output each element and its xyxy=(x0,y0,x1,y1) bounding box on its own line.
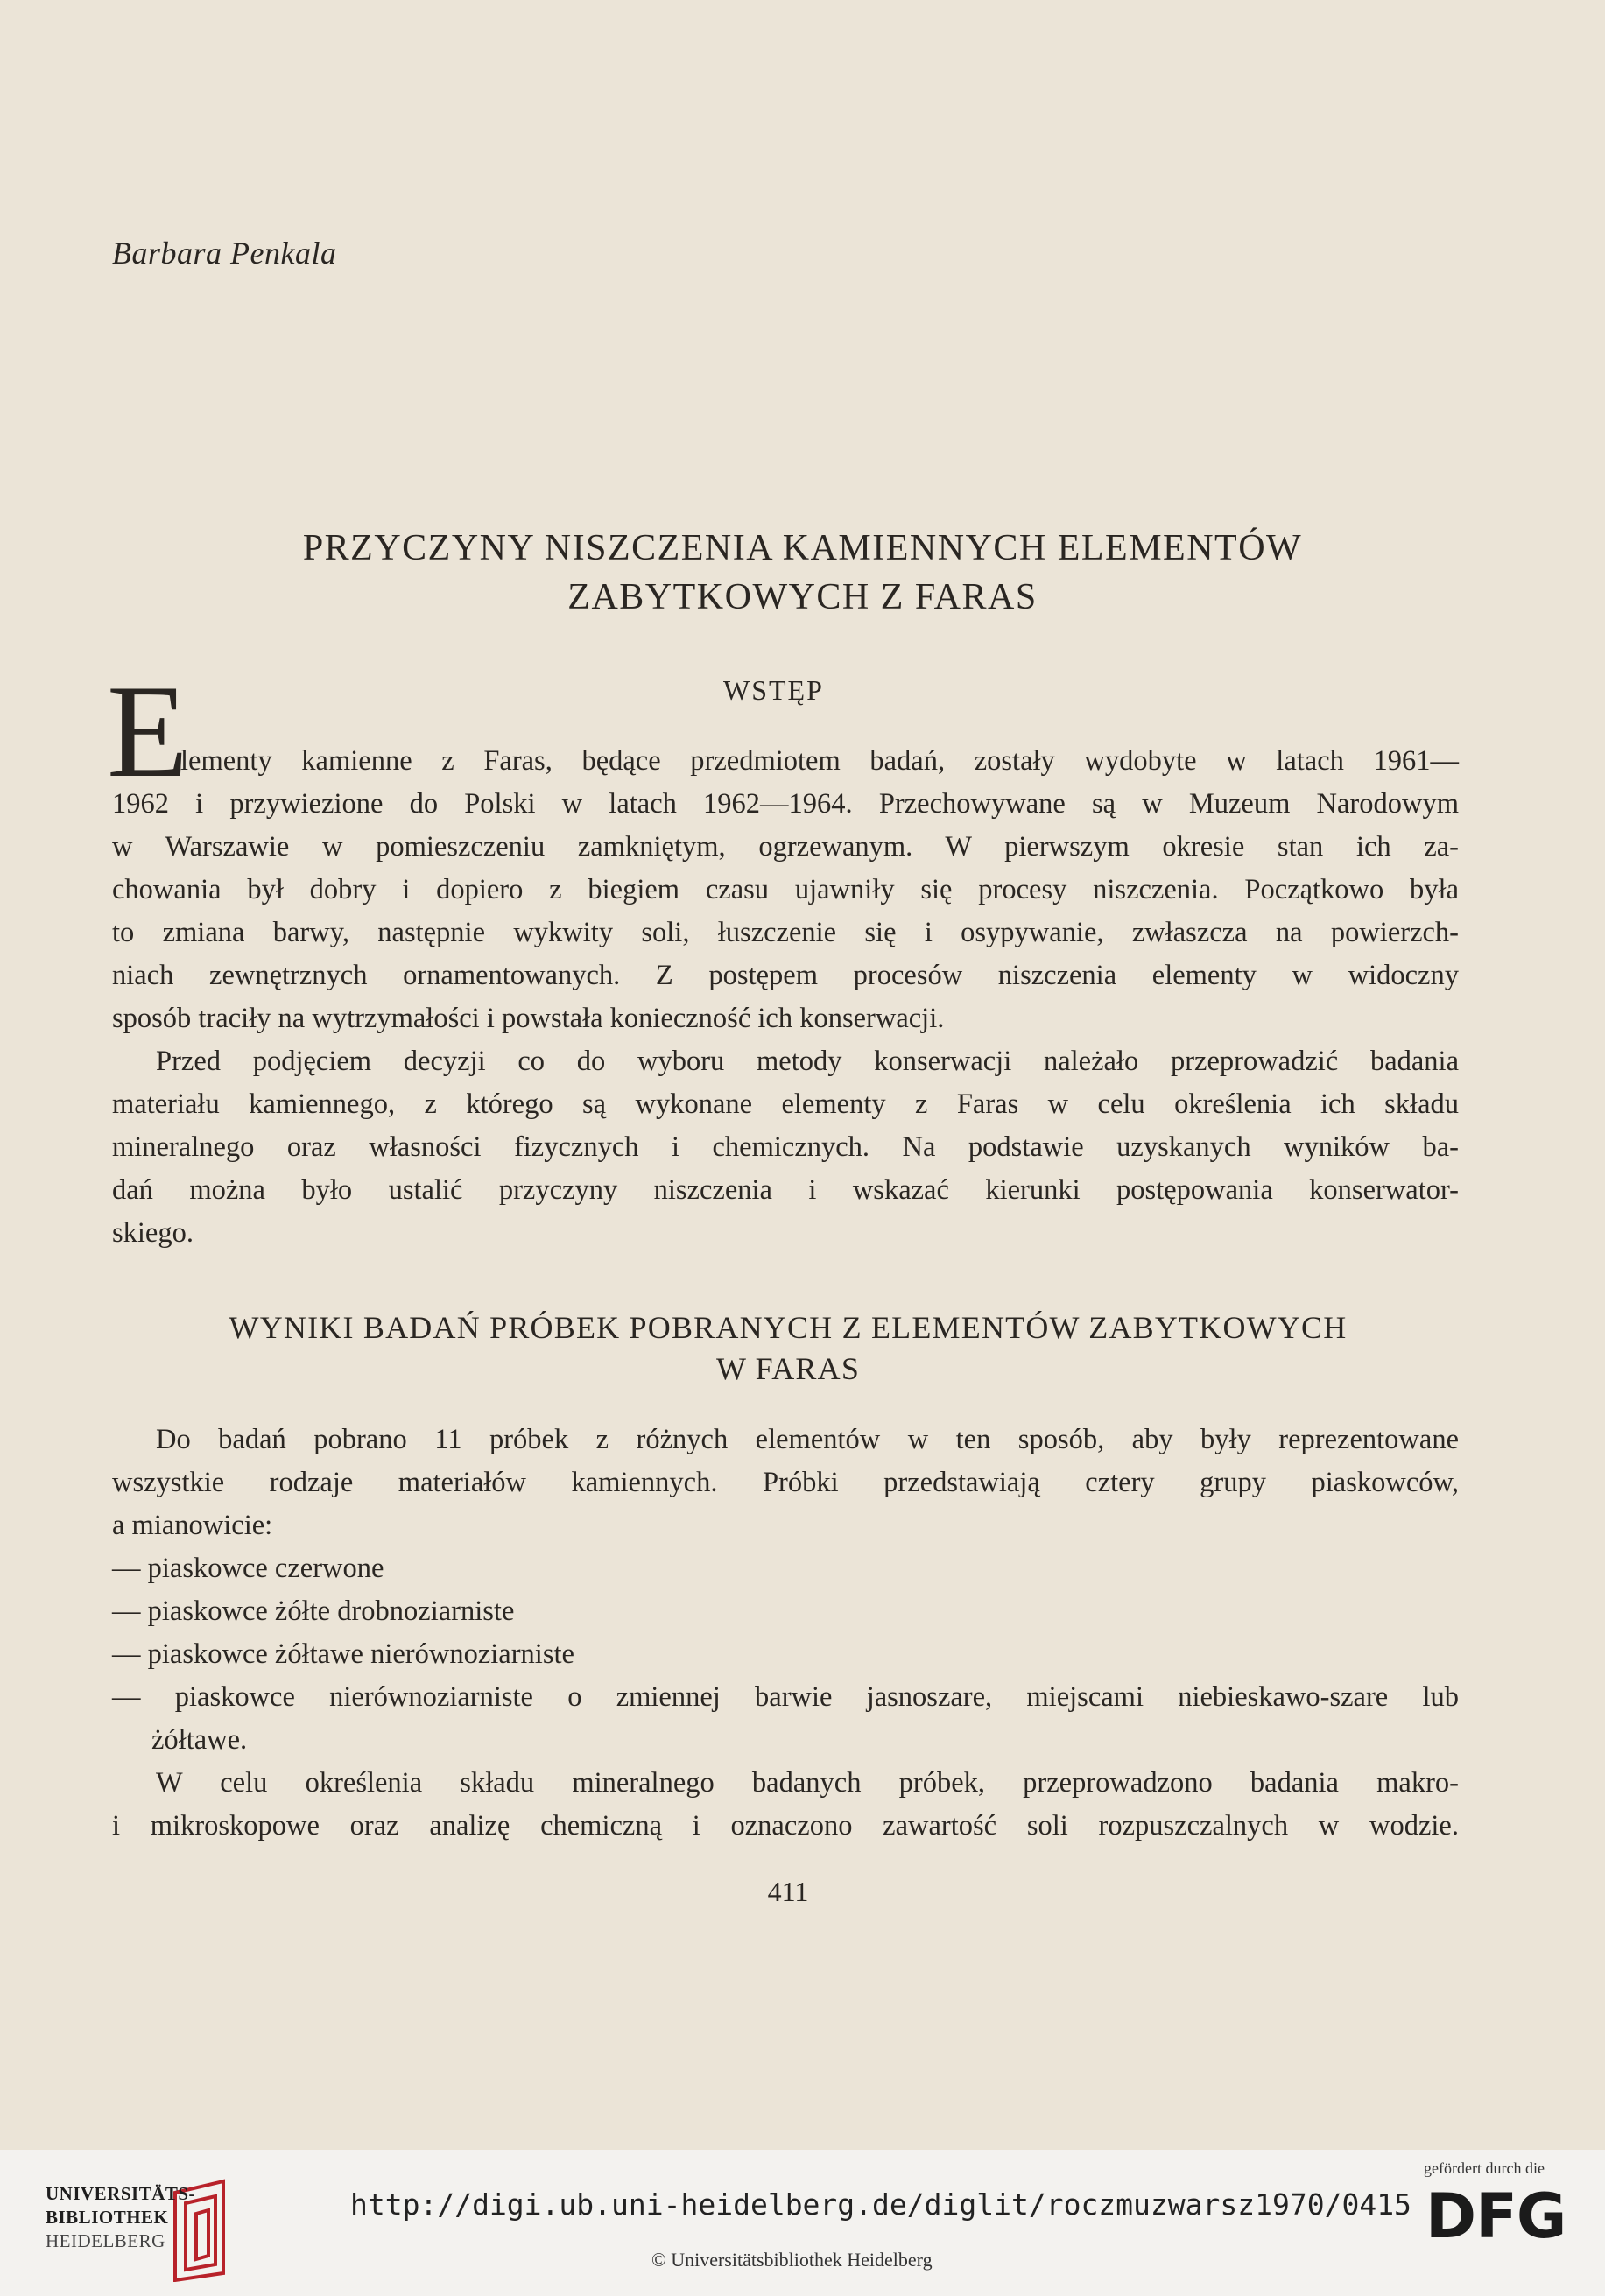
paragraph-line: 1962 i przywiezione do Polski w latach 1962—1964. Przechowywane są w Muzeum Narodowym xyxy=(112,788,1459,820)
funder-label: gefördert durch die xyxy=(1424,2159,1545,2177)
paragraph-line: Przed podjęciem decyzji co do wyboru metody konserwacji należało przeprowadzić badania xyxy=(156,1046,1459,1077)
section-heading-intro: WSTĘP xyxy=(723,674,824,706)
section-heading-results-line-2: W FARAS xyxy=(715,1351,861,1386)
list-item-continuation: żółtawe. xyxy=(151,1724,248,1756)
paragraph-line: materiału kamiennego, z którego są wykonane elementy z Faras w celu określenia ich składu xyxy=(112,1088,1459,1120)
dfg-logo: DFG xyxy=(1425,2180,1566,2252)
page-number: 411 xyxy=(767,1876,809,1907)
permalink-url[interactable]: http://digi.ub.uni-heidelberg.de/diglit/roczmuzwarsz1970/0415 xyxy=(350,2187,1411,2222)
copyright-notice: © Universitätsbibliothek Heidelberg xyxy=(651,2249,933,2271)
list-item: — piaskowce żółtawe nierównoziarniste xyxy=(112,1638,574,1670)
list-item: — piaskowce żółte drobnoziarniste xyxy=(112,1595,515,1627)
list-item: — piaskowce czerwone xyxy=(112,1553,384,1584)
author-name: Barbara Penkala xyxy=(112,236,337,271)
paragraph-line: chowania był dobry i dopiero z biegiem czasu ujawniły się procesy niszczenia. Początkowo była xyxy=(112,874,1459,905)
section-heading-results-line-1: WYNIKI BADAŃ PRÓBEK POBRANYCH Z ELEMENTÓW ZABYTKOWYCH xyxy=(229,1310,1348,1345)
paragraph-line: Do badań pobrano 11 próbek z różnych elementów w ten sposób, aby były reprezentowane xyxy=(156,1424,1459,1455)
article-title-line-2: ZABYTKOWYCH Z FARAS xyxy=(567,577,1038,617)
paragraph-line: i mikroskopowe oraz analizę chemiczną i oznaczono zawartość soli rozpuszczalnych w wodzie. xyxy=(112,1810,1459,1842)
article-title-line-1: PRZYCZYNY NISZCZENIA KAMIENNYCH ELEMENTÓW xyxy=(302,528,1303,568)
drop-cap: E xyxy=(107,658,188,805)
paragraph-line: lementy kamienne z Faras, będące przedmiotem badań, zostały wydobyte w latach 1961— xyxy=(180,745,1459,777)
footer-bar xyxy=(0,2150,1605,2296)
paragraph-line: niach zewnętrznych ornamentowanych. Z postępem procesów niszczenia elementy w widoczny xyxy=(112,960,1459,991)
library-name-line-2: BIBLIOTHEK xyxy=(46,2207,169,2228)
paragraph-line: sposób traciły na wytrzymałości i powstała konieczność ich konserwacji. xyxy=(112,1003,945,1034)
paragraph-line: dań można było ustalić przyczyny niszczenia i wskazać kierunki postępowania konserwator- xyxy=(112,1174,1459,1206)
paragraph-line: to zmiana barwy, następnie wykwity soli, łuszczenie się i osypywanie, zwłaszcza na powierzch- xyxy=(112,917,1459,948)
paragraph-line: W celu określenia składu mineralnego badanych próbek, przeprowadzono badania makro- xyxy=(156,1767,1459,1799)
paragraph-line: wszystkie rodzaje materiałów kamiennych. Próbki przedstawiają cztery grupy piaskowców, xyxy=(112,1467,1459,1498)
paragraph-line: a mianowicie: xyxy=(112,1510,273,1541)
list-item: — piaskowce nierównoziarniste o zmiennej barwie jasnoszare, miejscami niebieskawo-szare lub xyxy=(112,1681,1459,1713)
library-name-line-1: UNIVERSITÄTS- xyxy=(46,2183,196,2204)
library-name-line-3: HEIDELBERG xyxy=(46,2230,165,2251)
paragraph-line: mineralnego oraz własności fizycznych i chemicznych. Na podstawie uzyskanych wyników ba- xyxy=(112,1131,1459,1163)
paragraph-line: skiego. xyxy=(112,1217,194,1249)
paragraph-line: w Warszawie w pomieszczeniu zamkniętym, ogrzewanym. W pierwszym okresie stan ich za- xyxy=(112,831,1459,863)
